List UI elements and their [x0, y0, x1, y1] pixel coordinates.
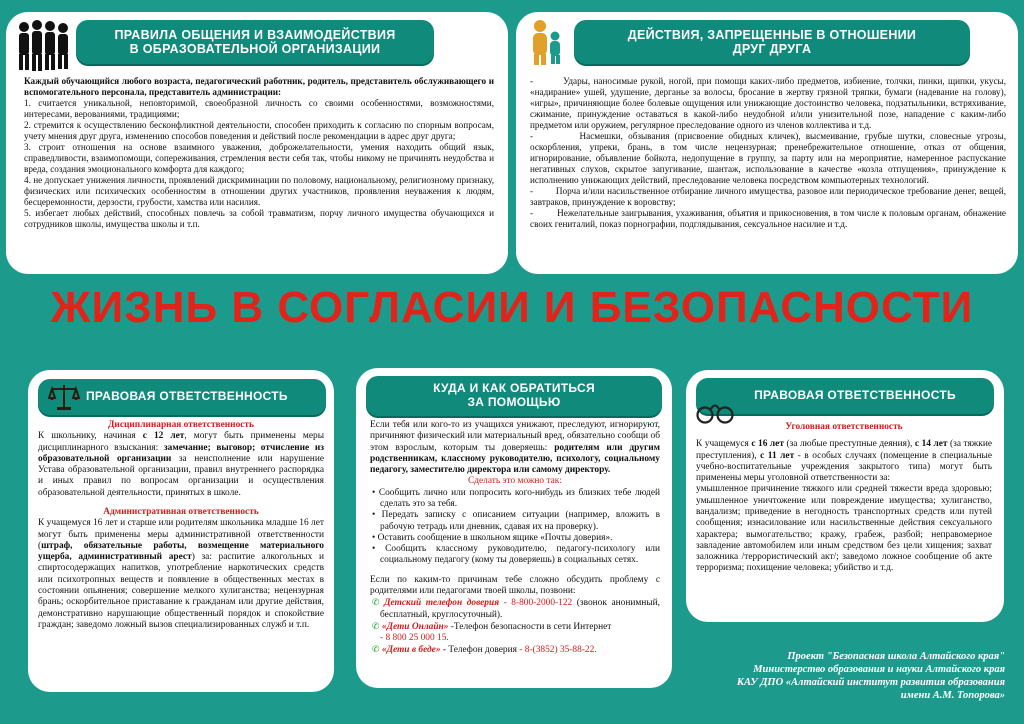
disciplinary-heading: Дисциплинарная ответственность — [107, 420, 254, 430]
credits-line-4: имени А.М. Топорова» — [900, 690, 1005, 702]
card1-item-2: 2. стремится к осуществлению бесконфликтной деятельности, способен приходить к согласию по спорным вопросам, учету мнения друг друга, изменению способов поведения и действий после рекомендации в адрес друг друга; — [24, 120, 494, 142]
phone-item-1: ✆ Детский телефон доверия - 8-800-2000-122 (звонок анонимный, бесплатный, круглосуточный). — [372, 597, 660, 620]
card3-body — [38, 420, 324, 631]
card1-item-5: 5. избегает любых действий, способных повлечь за собой травматизм, порчу личного имущества обучающихся и сотрудников школы, имущества школы и т.п. — [24, 208, 494, 230]
phone-icon: ✆ — [372, 597, 380, 608]
phone-icon: ✆ — [372, 644, 380, 655]
phone-icon: ✆ — [372, 620, 380, 631]
card1-item-1: 1. считается уникальной, неповторимой, своеобразной личность со своими особенностями, возможностями, интересами, верованиями, традициями; — [24, 98, 494, 120]
main-title: ЖИЗНЬ В СОГЛАСИИ И БЕЗОПАСНОСТИ — [50, 283, 974, 332]
card3-title: ПРАВОВАЯ ОТВЕТСТВЕННОСТЬ — [38, 379, 326, 415]
card-where-to-get-help — [356, 368, 672, 688]
card1-title: ПРАВИЛА ОБЩЕНИЯ И ВЗАИМОДЕЙСТВИЯ В ОБРАЗОВАТЕЛЬНОЙ ОРГАНИЗАЦИИ — [76, 20, 434, 64]
card1-body — [24, 76, 494, 230]
card-legal-responsibility-right — [686, 370, 1004, 622]
card2-body — [530, 76, 1006, 230]
card5-body — [696, 422, 992, 575]
credits-line-1: Проект "Безопасная школа Алтайского края" — [787, 651, 1005, 662]
card1-intro: Каждый обучающийся любого возраста, педагогический работник, родитель, представитель обслуживающего и вспомогательного персонала, представитель администрации: — [24, 76, 494, 98]
scales-icon — [48, 382, 80, 412]
disciplinary-text: К школьнику, начиная с 12 лет, могут быть применены меры дисциплинарного взыскания: замечание; выговор; отчисление из образовательной организации за неисполнение или нарушение Устава образовательной организации, правил внутреннего распорядка и иных правил по вопросам организации и осуществления образовательной деятельности, принятых в школе. — [38, 431, 325, 498]
card2-item-1: - Удары, наносимые рукой, ногой, при помощи каких-либо предметов, избиение, толчки, пинки, щипки, укусы, «надирание» ушей, удушение, дерганье за волосы, бросание в жертву грязной тряпки, бумаги (надевание на голову), «игры», причиняющие более болевые ощущения или унижающие достоинство человека, подзатыльники, встряхивание, сжимание, принуждение оставаться в какой-либо неудобной и/или унизительной позе, нападение с каким-либо предметом или оружием, регулярное преследование одного из членов коллектива и т.д. — [530, 76, 1006, 131]
administrative-text: К учащемуся 16 лет и старше или родителям школьника младше 16 лет могут быть применены меры административной ответственности (штраф, обязательные работы, возмещение материального ущерба, административный арест) за: распитие алкогольных и спиртосодержащих напитков, употребление наркотических средств или психотропных веществ и появление в общественных местах в состоянии опьянения; совершение мелкого хулиганства; нецензурная брань; оскорбительное приставание к гражданам или другие действия, демонстративно нарушающие общественный порядок и спокойствие граждан; заведомо ложный вызов специализированных служб и т.п. — [38, 518, 324, 630]
help-bullet-2: • Передать записку с описанием ситуации (например, вложить в рабочую тетрадь или дневник, сдавая их на проверку). — [372, 510, 660, 532]
card-legal-responsibility-left — [28, 370, 334, 692]
card-communication-rules — [6, 12, 508, 274]
administrative-heading: Административная ответственность — [103, 506, 259, 517]
phone-item-2: ✆ «Дети Онлайн» -Телефон безопасности в сети Интернет - 8 800 25 000 15. — [372, 620, 612, 644]
credits-line-3: КАУ ДПО «Алтайский институт развития образования — [736, 677, 1005, 689]
call-intro: Если по каким-то причинам тебе сложно обсудить проблему с родителями или педагогами твоей школы, позвони: — [370, 574, 660, 596]
help-bullet-3: • Оставить сообщение в школьном ящике «Почты доверия». — [372, 532, 613, 543]
card-forbidden-actions — [516, 12, 1018, 274]
card5-title: ПРАВОВАЯ ОТВЕТСТВЕННОСТЬ — [696, 378, 994, 414]
family-icon — [526, 16, 566, 66]
card2-item-3: - Порча и/или насильственное отбирание личного имущества, разовое или периодическое требование денег, вещей, завтраков, принуждение к воровству; — [530, 186, 1006, 208]
credits-line-2: Министерство образования и науки Алтайского края — [753, 664, 1005, 676]
card1-item-3: 3. строит отношения на основе взаимного уважения, доброжелательности, умения находить общий язык, справедливости, взаимопомощи, сопереживания, стремления вести себя так, чтобы никому не причинять неудобства и вреда, создания эмоционального комфорта для каждого; — [24, 142, 494, 175]
card2-item-4: - Нежелательные заигрывания, ухаживания, объятия и прикосновения, в том числе к половым органам, обнажение своих гениталий, показ порнографии, подглядывания, сексуальное насилие и т.д. — [530, 208, 1006, 230]
card4-title: КУДА И КАК ОБРАТИТЬСЯ ЗА ПОМОЩЬЮ — [366, 376, 662, 416]
help-intro: Если тебя или кого-то из учащихся унижают, преследуют, игнорируют, причиняют физический или материальный вред, обязательно сообщи об этом взрослым, которым ты доверяешь: родителям или другим родственникам, классному руководителю, психологу, социальному педагогу, заместителю директора или самому директору. — [370, 420, 660, 476]
card2-item-2: - Насмешки, обзывания (присвоение обидных кличек), высмеивание, грубые шутки, словесные угрозы, оскорбления, упреки, брань, в том числе нецензурная; пренебрежительное отношение, отказ от общения, игнорирование, объявление бойкота, недопущение в группу, за парту или на мероприятие, намеренное распускание негативных слухов, скрытое запугивание, шантаж, использование в качестве «козла отпущения», принуждение к исполнению унижающих действий, преследование человека посредством компьютерных технологий. — [530, 131, 1006, 186]
card1-item-4: 4. не допускает унижения личности, проявлений дискриминации по половому, национальному, религиозному признаку, физических или психических особенностям в отношении других участников, проявления неуважения к людям, бесцеремонности, дерзости, грубости, хамства или насилия. — [24, 175, 494, 208]
card4-body — [370, 420, 660, 657]
help-bullet-1: • Сообщить лично или попросить кого-нибудь из близких тебе людей сделать это за тебя. — [372, 487, 660, 509]
project-credits — [650, 650, 1005, 703]
criminal-heading: Уголовная ответственность — [785, 422, 903, 432]
people-group-icon — [14, 18, 72, 72]
criminal-list: умышленное причинение тяжкого или средней тяжести вреда здоровью; умышленное уничтожение или повреждение имущества; хулиганство, вандализм; приведение в негодность транспортных средств или путей сообщения; изнасилование или насильственные действия сексуального характера; вымогательство; кражу, грабеж, разбой; неправомерное завладение автомобилем или иным средством без цели хищения; захват заложника /террористический акт/; заведомо ложное сообщение об акте терроризма; похищение человека; убийство и т.д. — [696, 484, 992, 574]
card2-title: ДЕЙСТВИЯ, ЗАПРЕЩЕННЫЕ В ОТНОШЕНИИ ДРУГ ДРУГА — [574, 20, 970, 64]
can-do-heading: Сделать это можно так: — [468, 476, 562, 487]
help-bullet-4: • Сообщить классному руководителю, педагогу-психологу или социальному педагогу (кому ты доверяешь) в социальных сетях. — [372, 544, 660, 566]
criminal-text: К учащемуся с 16 лет (за любые преступные деяния), с 14 лет (за тяжкие преступления), с 11 лет - в особых случаях (помещение в специальные учебно-воспитательные учреждения закрытого типа) могут быть применены меры уголовной ответственности за: — [696, 439, 993, 484]
phone-item-3: ✆ «Дети в беде» - Телефон доверия - 8-(3852) 35-88-22. — [372, 644, 597, 656]
